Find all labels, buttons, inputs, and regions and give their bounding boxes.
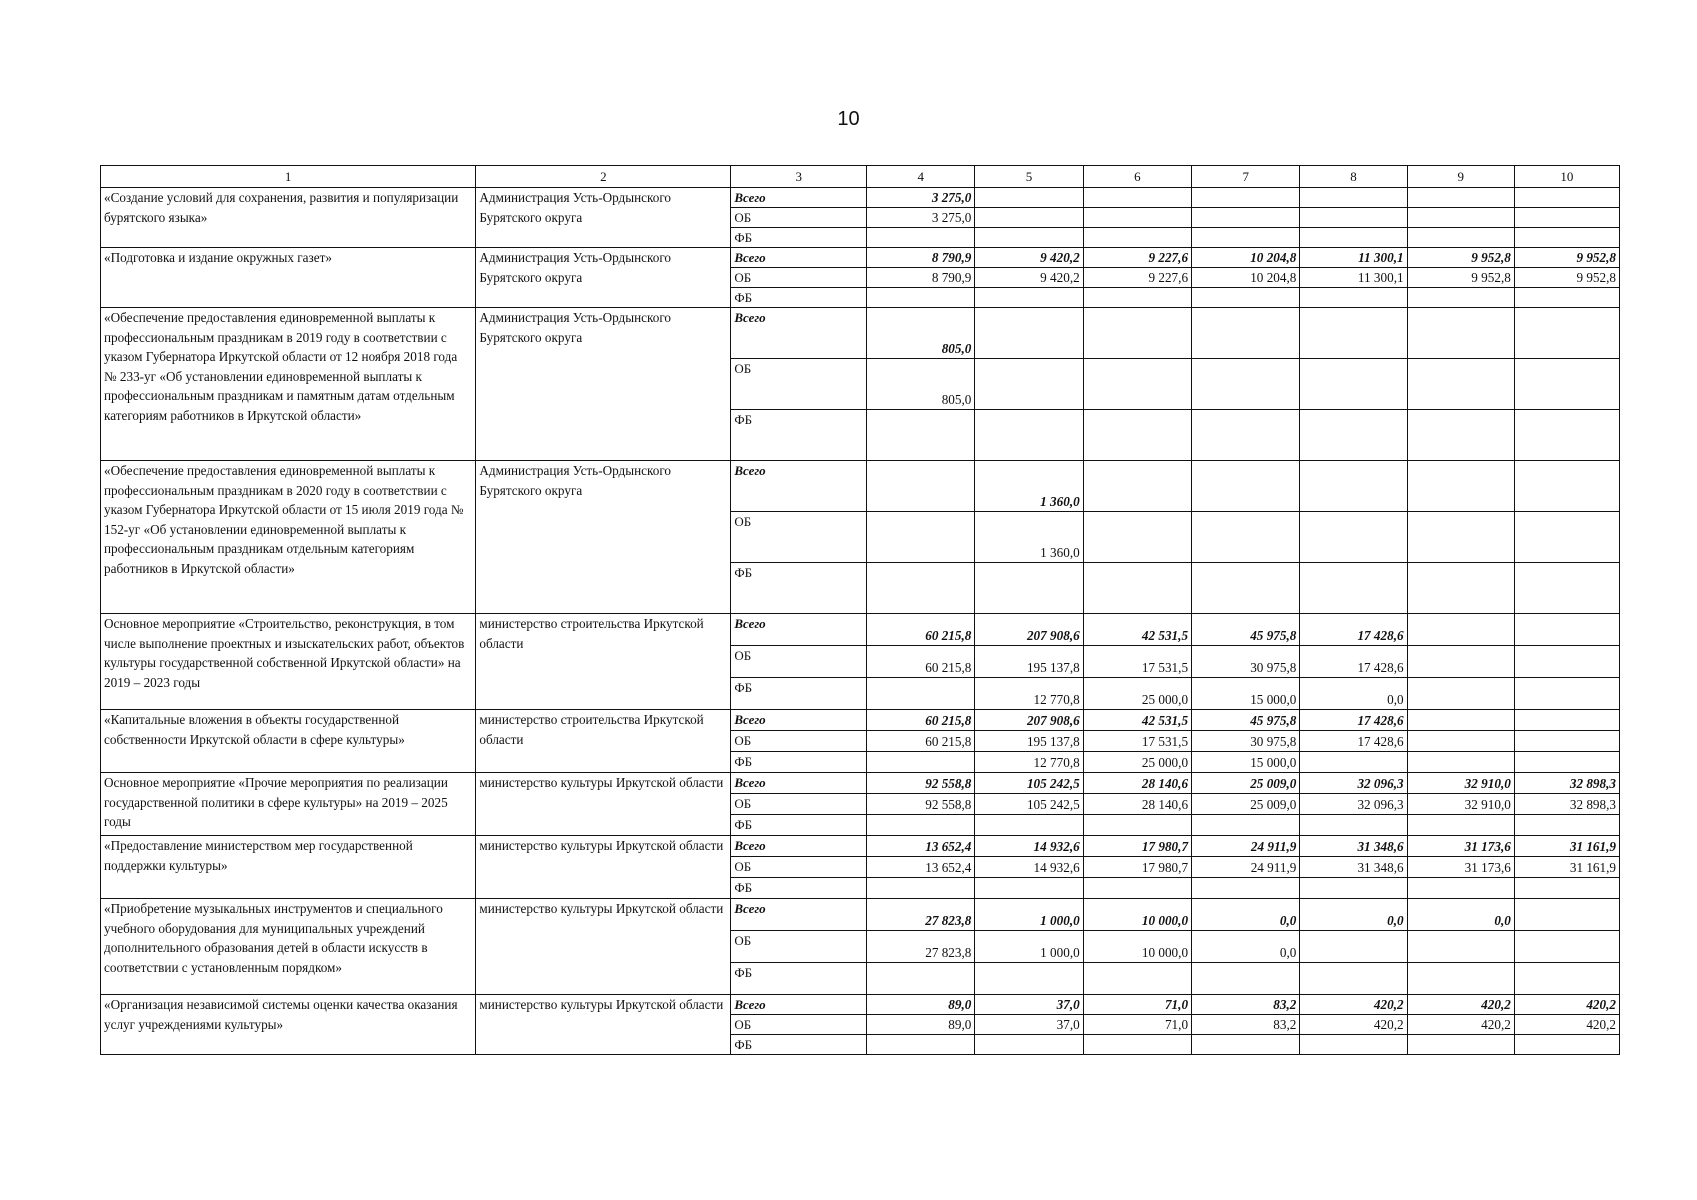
- value-cell-col10: [1514, 710, 1619, 731]
- funding-source-cell: Всего: [731, 308, 867, 359]
- executor-cell: министерство строительства Иркутской области: [476, 710, 731, 773]
- table-row: [101, 995, 1620, 1015]
- value-cell-col6: 10 000,0: [1083, 931, 1191, 963]
- value-cell-col10: 31 161,9: [1514, 857, 1619, 878]
- value-cell-col9: [1407, 1035, 1514, 1055]
- value-cell-col7: 45 975,8: [1192, 710, 1300, 731]
- value-cell-col9: [1407, 678, 1514, 710]
- value-cell-col8: 17 428,6: [1300, 614, 1407, 646]
- table-row: [101, 710, 1620, 731]
- value-cell-col4: [867, 752, 975, 773]
- funding-source-cell: ФБ: [731, 410, 867, 461]
- activity-name-cell: «Подготовка и издание окружных газет»: [101, 248, 476, 308]
- value-cell-col4: 8 790,9: [867, 268, 975, 288]
- value-cell-col5: 37,0: [975, 1015, 1083, 1035]
- value-cell-col5: 195 137,8: [975, 731, 1083, 752]
- value-cell-col8: 0,0: [1300, 678, 1407, 710]
- value-cell-col6: 17 531,5: [1083, 646, 1191, 678]
- funding-source-cell: ОБ: [731, 646, 867, 678]
- value-cell-col7: [1192, 288, 1300, 308]
- value-cell-col8: [1300, 288, 1407, 308]
- value-cell-col9: [1407, 752, 1514, 773]
- funding-source-cell: ФБ: [731, 963, 867, 995]
- activity-name-cell: «Приобретение музыкальных инструментов и специального учебного оборудования для муниципальных учреждений дополнительного образования детей в области искусств в соответствии с установленным порядком»: [101, 899, 476, 995]
- value-cell-col10: [1514, 963, 1619, 995]
- executor-cell: министерство строительства Иркутской области: [476, 614, 731, 710]
- column-header-8: 8: [1300, 166, 1407, 188]
- funding-source-cell: ФБ: [731, 878, 867, 899]
- value-cell-col7: [1192, 410, 1300, 461]
- value-cell-col4: 89,0: [867, 995, 975, 1015]
- funding-source-cell: ОБ: [731, 857, 867, 878]
- page-number: 10: [837, 108, 860, 130]
- activity-name-cell: «Обеспечение предоставления единовременной выплаты к профессиональным праздникам в 2020 году в соответствии с указом Губернатора Иркутской области от 15 июля 2019 года № 152-уг «Об установлении единовременной выплаты к профессиональным праздникам отдельным категориям работников в Иркутской области»: [101, 461, 476, 614]
- value-cell-col6: 42 531,5: [1083, 614, 1191, 646]
- value-cell-col6: [1083, 208, 1191, 228]
- funding-source-cell: Всего: [731, 899, 867, 931]
- activity-name-cell: «Капитальные вложения в объекты государственной собственности Иркутской области в сфере культуры»: [101, 710, 476, 773]
- value-cell-col7: [1192, 815, 1300, 836]
- value-cell-col10: 31 161,9: [1514, 836, 1619, 857]
- funding-source-cell: Всего: [731, 836, 867, 857]
- value-cell-col10: [1514, 308, 1619, 359]
- value-cell-col6: [1083, 359, 1191, 410]
- value-cell-col5: [975, 815, 1083, 836]
- value-cell-col8: 17 428,6: [1300, 710, 1407, 731]
- value-cell-col8: [1300, 931, 1407, 963]
- value-cell-col7: 83,2: [1192, 995, 1300, 1015]
- executor-cell: Администрация Усть-Ордынского Бурятского округа: [476, 461, 731, 614]
- value-cell-col5: 105 242,5: [975, 773, 1083, 794]
- funding-source-cell: Всего: [731, 248, 867, 268]
- value-cell-col7: 25 009,0: [1192, 773, 1300, 794]
- value-cell-col5: 207 908,6: [975, 710, 1083, 731]
- value-cell-col4: 60 215,8: [867, 731, 975, 752]
- value-cell-col6: 9 227,6: [1083, 268, 1191, 288]
- value-cell-col5: [975, 359, 1083, 410]
- value-cell-col9: [1407, 461, 1514, 512]
- value-cell-col10: 9 952,8: [1514, 248, 1619, 268]
- column-header-9: 9: [1407, 166, 1514, 188]
- value-cell-col8: [1300, 1035, 1407, 1055]
- value-cell-col8: 11 300,1: [1300, 248, 1407, 268]
- value-cell-col5: [975, 563, 1083, 614]
- value-cell-col6: [1083, 188, 1191, 208]
- value-cell-col10: [1514, 614, 1619, 646]
- value-cell-col8: 31 348,6: [1300, 857, 1407, 878]
- value-cell-col10: [1514, 752, 1619, 773]
- funding-source-cell: Всего: [731, 188, 867, 208]
- value-cell-col8: 420,2: [1300, 995, 1407, 1015]
- table-row: [101, 188, 1620, 208]
- value-cell-col10: [1514, 410, 1619, 461]
- value-cell-col10: [1514, 878, 1619, 899]
- value-cell-col7: [1192, 963, 1300, 995]
- value-cell-col9: [1407, 731, 1514, 752]
- funding-source-cell: Всего: [731, 461, 867, 512]
- value-cell-col5: [975, 1035, 1083, 1055]
- table-row: [101, 614, 1620, 646]
- value-cell-col9: [1407, 512, 1514, 563]
- value-cell-col5: [975, 208, 1083, 228]
- value-cell-col4: [867, 288, 975, 308]
- value-cell-col6: 42 531,5: [1083, 710, 1191, 731]
- value-cell-col4: 27 823,8: [867, 931, 975, 963]
- activity-name-cell: «Предоставление министерством мер государственной поддержки культуры»: [101, 836, 476, 899]
- value-cell-col4: [867, 512, 975, 563]
- value-cell-col10: [1514, 1035, 1619, 1055]
- value-cell-col7: [1192, 878, 1300, 899]
- value-cell-col7: [1192, 188, 1300, 208]
- value-cell-col6: [1083, 228, 1191, 248]
- value-cell-col6: 25 000,0: [1083, 752, 1191, 773]
- value-cell-col9: [1407, 208, 1514, 228]
- column-header-5: 5: [975, 166, 1083, 188]
- column-header-10: 10: [1514, 166, 1619, 188]
- value-cell-col9: [1407, 410, 1514, 461]
- value-cell-col5: [975, 308, 1083, 359]
- funding-source-cell: ОБ: [731, 359, 867, 410]
- value-cell-col8: 420,2: [1300, 1015, 1407, 1035]
- value-cell-col7: 15 000,0: [1192, 678, 1300, 710]
- value-cell-col5: [975, 228, 1083, 248]
- funding-source-cell: ОБ: [731, 1015, 867, 1035]
- value-cell-col8: [1300, 815, 1407, 836]
- value-cell-col8: 31 348,6: [1300, 836, 1407, 857]
- value-cell-col4: 8 790,9: [867, 248, 975, 268]
- executor-cell: Администрация Усть-Ордынского Бурятского округа: [476, 188, 731, 248]
- value-cell-col6: [1083, 461, 1191, 512]
- value-cell-col8: [1300, 208, 1407, 228]
- value-cell-col9: [1407, 288, 1514, 308]
- value-cell-col9: [1407, 878, 1514, 899]
- value-cell-col4: 3 275,0: [867, 188, 975, 208]
- funding-source-cell: ФБ: [731, 288, 867, 308]
- value-cell-col5: [975, 410, 1083, 461]
- column-header-4: 4: [867, 166, 975, 188]
- value-cell-col6: [1083, 963, 1191, 995]
- value-cell-col6: 17 531,5: [1083, 731, 1191, 752]
- value-cell-col9: [1407, 188, 1514, 208]
- value-cell-col4: 13 652,4: [867, 857, 975, 878]
- value-cell-col4: [867, 563, 975, 614]
- value-cell-col10: [1514, 359, 1619, 410]
- value-cell-col4: [867, 461, 975, 512]
- value-cell-col9: 0,0: [1407, 899, 1514, 931]
- value-cell-col6: 71,0: [1083, 995, 1191, 1015]
- funding-source-cell: ОБ: [731, 512, 867, 563]
- value-cell-col9: 9 952,8: [1407, 248, 1514, 268]
- value-cell-col10: 32 898,3: [1514, 794, 1619, 815]
- value-cell-col8: 0,0: [1300, 899, 1407, 931]
- value-cell-col7: [1192, 563, 1300, 614]
- table-header-row: [101, 166, 1620, 188]
- value-cell-col5: [975, 188, 1083, 208]
- value-cell-col4: 3 275,0: [867, 208, 975, 228]
- value-cell-col10: 9 952,8: [1514, 268, 1619, 288]
- value-cell-col4: 60 215,8: [867, 614, 975, 646]
- value-cell-col10: [1514, 899, 1619, 931]
- value-cell-col5: 9 420,2: [975, 248, 1083, 268]
- value-cell-col10: 32 898,3: [1514, 773, 1619, 794]
- value-cell-col8: 11 300,1: [1300, 268, 1407, 288]
- value-cell-col6: [1083, 1035, 1191, 1055]
- value-cell-col7: [1192, 228, 1300, 248]
- value-cell-col7: 45 975,8: [1192, 614, 1300, 646]
- value-cell-col5: 12 770,8: [975, 752, 1083, 773]
- table-row: [101, 248, 1620, 268]
- funding-source-cell: Всего: [731, 995, 867, 1015]
- value-cell-col4: [867, 878, 975, 899]
- value-cell-col7: 30 975,8: [1192, 731, 1300, 752]
- funding-source-cell: ФБ: [731, 563, 867, 614]
- value-cell-col10: [1514, 512, 1619, 563]
- activity-name-cell: Основное мероприятие «Прочие мероприятия по реализации государственной политики в сфере культуры» на 2019 – 2025 годы: [101, 773, 476, 836]
- value-cell-col6: 9 227,6: [1083, 248, 1191, 268]
- funding-source-cell: ОБ: [731, 208, 867, 228]
- value-cell-col9: 32 910,0: [1407, 773, 1514, 794]
- value-cell-col10: [1514, 678, 1619, 710]
- value-cell-col6: [1083, 512, 1191, 563]
- value-cell-col8: [1300, 963, 1407, 995]
- value-cell-col9: 420,2: [1407, 1015, 1514, 1035]
- value-cell-col8: [1300, 359, 1407, 410]
- value-cell-col6: 28 140,6: [1083, 794, 1191, 815]
- value-cell-col6: 25 000,0: [1083, 678, 1191, 710]
- value-cell-col4: 805,0: [867, 308, 975, 359]
- value-cell-col5: [975, 963, 1083, 995]
- value-cell-col5: 195 137,8: [975, 646, 1083, 678]
- value-cell-col5: 1 000,0: [975, 899, 1083, 931]
- funding-source-cell: ФБ: [731, 1035, 867, 1055]
- funding-source-cell: Всего: [731, 773, 867, 794]
- value-cell-col7: 10 204,8: [1192, 248, 1300, 268]
- value-cell-col7: 0,0: [1192, 899, 1300, 931]
- value-cell-col7: [1192, 308, 1300, 359]
- executor-cell: министерство культуры Иркутской области: [476, 899, 731, 995]
- value-cell-col5: [975, 288, 1083, 308]
- value-cell-col7: 30 975,8: [1192, 646, 1300, 678]
- executor-cell: министерство культуры Иркутской области: [476, 995, 731, 1055]
- value-cell-col4: 60 215,8: [867, 710, 975, 731]
- executor-cell: министерство культуры Иркутской области: [476, 836, 731, 899]
- value-cell-col4: 92 558,8: [867, 773, 975, 794]
- value-cell-col8: [1300, 752, 1407, 773]
- value-cell-col6: 17 980,7: [1083, 857, 1191, 878]
- value-cell-col5: [975, 878, 1083, 899]
- value-cell-col10: [1514, 208, 1619, 228]
- table-row: [101, 773, 1620, 794]
- funding-source-cell: ФБ: [731, 815, 867, 836]
- value-cell-col6: [1083, 288, 1191, 308]
- value-cell-col9: 32 910,0: [1407, 794, 1514, 815]
- value-cell-col10: 420,2: [1514, 995, 1619, 1015]
- value-cell-col10: [1514, 288, 1619, 308]
- table-row: [101, 899, 1620, 931]
- value-cell-col6: [1083, 815, 1191, 836]
- value-cell-col8: 32 096,3: [1300, 794, 1407, 815]
- value-cell-col8: [1300, 308, 1407, 359]
- value-cell-col7: 0,0: [1192, 931, 1300, 963]
- value-cell-col8: 32 096,3: [1300, 773, 1407, 794]
- funding-source-cell: ОБ: [731, 268, 867, 288]
- table-row: [101, 461, 1620, 512]
- funding-source-cell: ФБ: [731, 752, 867, 773]
- value-cell-col10: [1514, 188, 1619, 208]
- funding-source-cell: ФБ: [731, 228, 867, 248]
- value-cell-col6: 28 140,6: [1083, 773, 1191, 794]
- value-cell-col5: 1 360,0: [975, 512, 1083, 563]
- value-cell-col7: [1192, 512, 1300, 563]
- value-cell-col10: [1514, 931, 1619, 963]
- value-cell-col9: [1407, 614, 1514, 646]
- funding-source-cell: ОБ: [731, 731, 867, 752]
- value-cell-col7: [1192, 359, 1300, 410]
- value-cell-col10: [1514, 646, 1619, 678]
- value-cell-col6: 17 980,7: [1083, 836, 1191, 857]
- value-cell-col10: [1514, 228, 1619, 248]
- value-cell-col5: 1 000,0: [975, 931, 1083, 963]
- activity-name-cell: «Создание условий для сохранения, развития и популяризации бурятского языка»: [101, 188, 476, 248]
- value-cell-col6: 10 000,0: [1083, 899, 1191, 931]
- value-cell-col9: [1407, 308, 1514, 359]
- value-cell-col10: [1514, 461, 1619, 512]
- value-cell-col8: [1300, 563, 1407, 614]
- funding-source-cell: ФБ: [731, 678, 867, 710]
- value-cell-col4: [867, 815, 975, 836]
- table-row: [101, 308, 1620, 359]
- value-cell-col9: 31 173,6: [1407, 857, 1514, 878]
- value-cell-col5: 9 420,2: [975, 268, 1083, 288]
- value-cell-col8: [1300, 410, 1407, 461]
- value-cell-col10: [1514, 563, 1619, 614]
- value-cell-col5: 207 908,6: [975, 614, 1083, 646]
- funding-source-cell: Всего: [731, 614, 867, 646]
- value-cell-col4: 60 215,8: [867, 646, 975, 678]
- value-cell-col4: 89,0: [867, 1015, 975, 1035]
- value-cell-col4: 13 652,4: [867, 836, 975, 857]
- column-header-7: 7: [1192, 166, 1300, 188]
- activity-name-cell: «Обеспечение предоставления единовременной выплаты к профессиональным праздникам в 2019 году в соответствии с указом Губернатора Иркутской области от 12 ноября 2018 года № 233-уг «Об установлении единовременной выплаты к профессиональным праздникам и памятным датам отдельным категориям работников в Иркутской области»: [101, 308, 476, 461]
- value-cell-col5: 12 770,8: [975, 678, 1083, 710]
- value-cell-col9: 31 173,6: [1407, 836, 1514, 857]
- value-cell-col4: 92 558,8: [867, 794, 975, 815]
- value-cell-col9: [1407, 815, 1514, 836]
- value-cell-col9: [1407, 359, 1514, 410]
- budget-table: [100, 165, 1620, 1055]
- value-cell-col7: 25 009,0: [1192, 794, 1300, 815]
- executor-cell: Администрация Усть-Ордынского Бурятского округа: [476, 248, 731, 308]
- value-cell-col5: 105 242,5: [975, 794, 1083, 815]
- value-cell-col8: [1300, 878, 1407, 899]
- value-cell-col8: 17 428,6: [1300, 646, 1407, 678]
- value-cell-col7: [1192, 461, 1300, 512]
- value-cell-col9: 420,2: [1407, 995, 1514, 1015]
- value-cell-col4: 27 823,8: [867, 899, 975, 931]
- activity-name-cell: «Организация независимой системы оценки качества оказания услуг учреждениями культуры»: [101, 995, 476, 1055]
- value-cell-col9: 9 952,8: [1407, 268, 1514, 288]
- value-cell-col9: [1407, 963, 1514, 995]
- executor-cell: Администрация Усть-Ордынского Бурятского округа: [476, 308, 731, 461]
- funding-source-cell: ОБ: [731, 794, 867, 815]
- value-cell-col4: [867, 963, 975, 995]
- value-cell-col8: 17 428,6: [1300, 731, 1407, 752]
- value-cell-col6: [1083, 308, 1191, 359]
- value-cell-col10: [1514, 731, 1619, 752]
- value-cell-col6: 71,0: [1083, 1015, 1191, 1035]
- value-cell-col7: 15 000,0: [1192, 752, 1300, 773]
- executor-cell: министерство культуры Иркутской области: [476, 773, 731, 836]
- value-cell-col4: [867, 1035, 975, 1055]
- value-cell-col4: [867, 410, 975, 461]
- funding-source-cell: Всего: [731, 710, 867, 731]
- value-cell-col9: [1407, 931, 1514, 963]
- value-cell-col8: [1300, 188, 1407, 208]
- value-cell-col4: 805,0: [867, 359, 975, 410]
- column-header-1: 1: [101, 166, 476, 188]
- value-cell-col6: [1083, 563, 1191, 614]
- value-cell-col4: [867, 678, 975, 710]
- column-header-3: 3: [731, 166, 867, 188]
- value-cell-col7: 24 911,9: [1192, 836, 1300, 857]
- value-cell-col8: [1300, 512, 1407, 563]
- value-cell-col6: [1083, 410, 1191, 461]
- value-cell-col5: 37,0: [975, 995, 1083, 1015]
- value-cell-col10: 420,2: [1514, 1015, 1619, 1035]
- value-cell-col9: [1407, 646, 1514, 678]
- value-cell-col10: [1514, 815, 1619, 836]
- value-cell-col7: 24 911,9: [1192, 857, 1300, 878]
- value-cell-col8: [1300, 461, 1407, 512]
- value-cell-col4: [867, 228, 975, 248]
- table-row: [101, 836, 1620, 857]
- value-cell-col6: [1083, 878, 1191, 899]
- value-cell-col7: 83,2: [1192, 1015, 1300, 1035]
- value-cell-col7: 10 204,8: [1192, 268, 1300, 288]
- value-cell-col5: 14 932,6: [975, 836, 1083, 857]
- value-cell-col5: 14 932,6: [975, 857, 1083, 878]
- value-cell-col9: [1407, 563, 1514, 614]
- value-cell-col7: [1192, 208, 1300, 228]
- value-cell-col8: [1300, 228, 1407, 248]
- value-cell-col9: [1407, 710, 1514, 731]
- column-header-2: 2: [476, 166, 731, 188]
- funding-source-cell: ОБ: [731, 931, 867, 963]
- value-cell-col5: 1 360,0: [975, 461, 1083, 512]
- activity-name-cell: Основное мероприятие «Строительство, реконструкция, в том числе выполнение проектных и изыскательских работ, объектов культуры государственной собственной Иркутской области» на 2019 – 2023 годы: [101, 614, 476, 710]
- value-cell-col9: [1407, 228, 1514, 248]
- value-cell-col7: [1192, 1035, 1300, 1055]
- column-header-6: 6: [1083, 166, 1191, 188]
